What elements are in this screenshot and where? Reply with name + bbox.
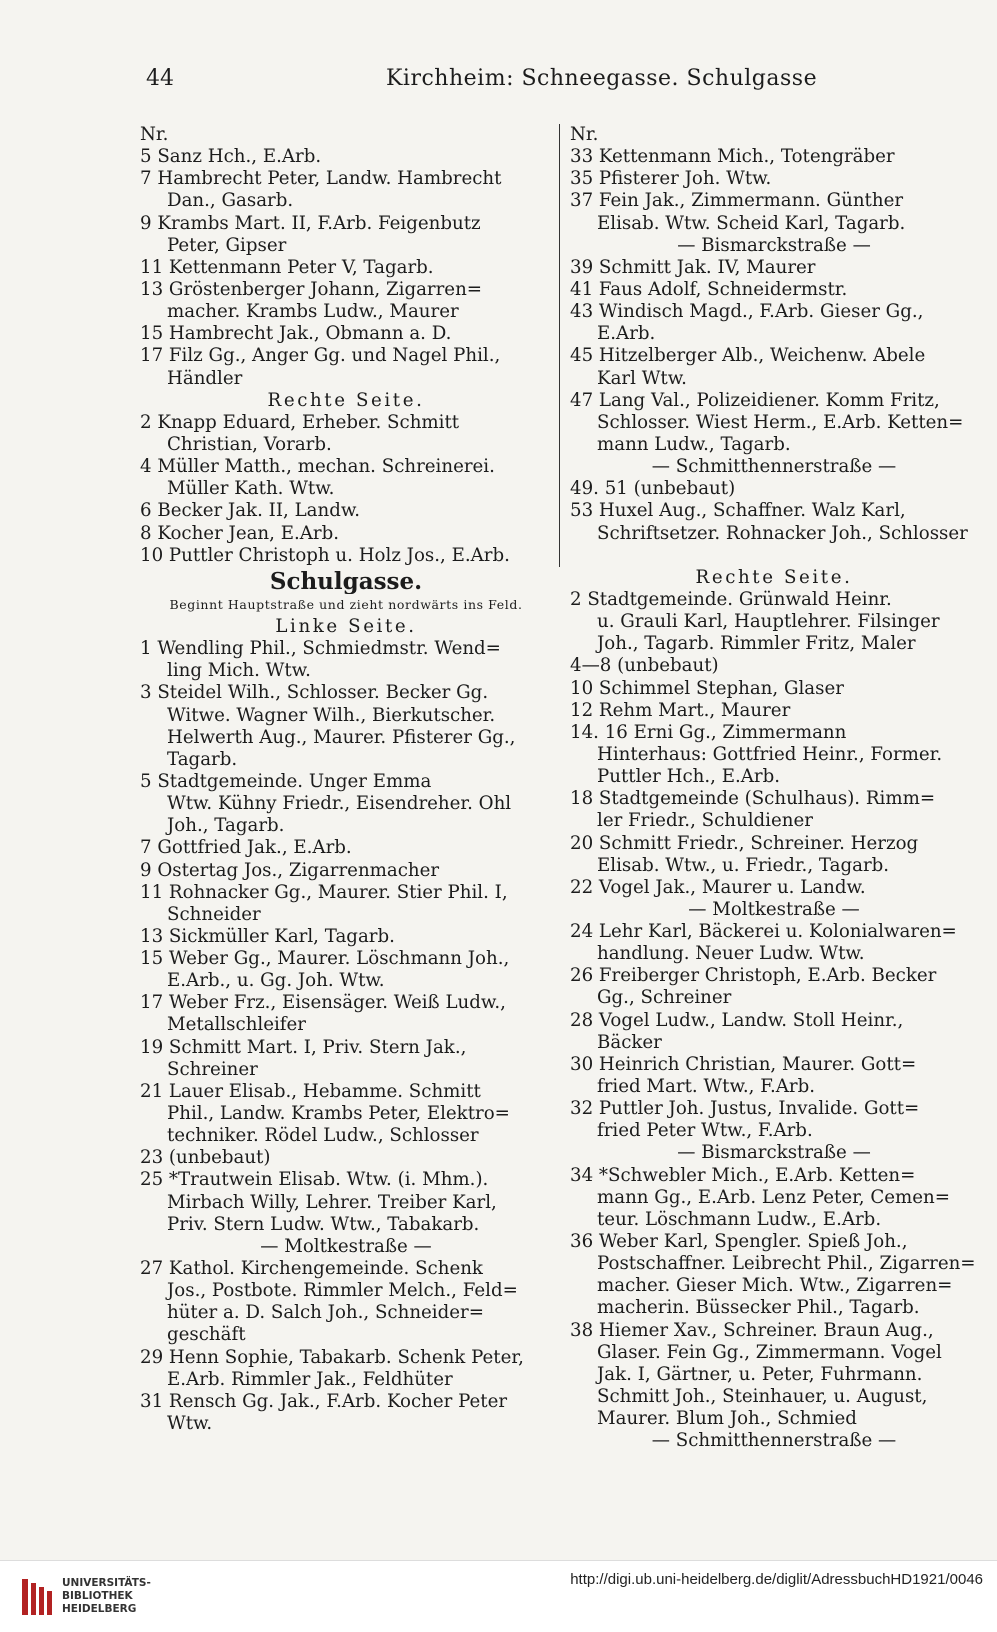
address-line: 11 Rohnacker Gg., Maurer. Stier Phil. I, xyxy=(140,881,508,903)
address-line: 10 Schimmel Stephan, Glaser xyxy=(570,677,844,699)
address-line: Jos., Postbote. Rimmler Melch., Feld= xyxy=(167,1280,518,1302)
address-line: Mirbach Willy, Lehrer. Treiber Karl, xyxy=(167,1191,497,1213)
address-line: 34 *Schwebler Mich., E.Arb. Ketten= xyxy=(570,1164,916,1186)
address-line: 17 Weber Frz., Eisensäger. Weiß Ludw., xyxy=(140,992,506,1014)
page-title: Kirchheim: Schneegasse. Schulgasse xyxy=(386,66,818,91)
address-line: E.Arb. Rimmler Jak., Feldhüter xyxy=(167,1368,453,1390)
address-line: — Moltkestraße — xyxy=(260,1235,432,1257)
address-line: 25 *Trautwein Elisab. Wtw. (i. Mhm.). xyxy=(140,1169,489,1191)
address-line: 7 Gottfried Jak., E.Arb. xyxy=(140,837,352,859)
address-line: 43 Windisch Magd., F.Arb. Gieser Gg., xyxy=(570,301,924,323)
page-number: 44 xyxy=(146,66,174,91)
address-line: — Bismarckstraße — xyxy=(677,1142,871,1164)
library-name-line: UNIVERSITÄTS- xyxy=(62,1577,151,1589)
address-line: 3 Steidel Wilh., Schlosser. Becker Gg. xyxy=(140,682,489,704)
address-line: Tagarb. xyxy=(167,748,238,770)
address-line: macherin. Büssecker Phil., Tagarb. xyxy=(597,1297,920,1319)
address-line: macher. Gieser Mich. Wtw., Zigarren= xyxy=(597,1275,953,1297)
address-line: Wtw. Kühny Friedr., Eisendreher. Ohl xyxy=(167,793,512,815)
address-line: 33 Kettenmann Mich., Totengräber xyxy=(570,146,895,168)
address-line: techniker. Rödel Ludw., Schlosser xyxy=(167,1125,479,1147)
address-line: Christian, Vorarb. xyxy=(167,433,332,455)
address-line: 38 Hiemer Xav., Schreiner. Braun Aug., xyxy=(570,1319,934,1341)
address-line: Schlosser. Wiest Herm., E.Arb. Ketten= xyxy=(597,411,964,433)
address-line: 31 Rensch Gg. Jak., F.Arb. Kocher Peter xyxy=(140,1390,508,1412)
address-line: 47 Lang Val., Polizeidiener. Komm Fritz, xyxy=(570,389,940,411)
address-line: 4—8 (unbebaut) xyxy=(570,655,719,677)
address-line: 27 Kathol. Kirchengemeinde. Schenk xyxy=(140,1258,483,1280)
address-line: 39 Schmitt Jak. IV, Maurer xyxy=(570,256,816,278)
address-line: Jak. I, Gärtner, u. Peter, Fuhrmann. xyxy=(597,1363,923,1385)
address-line: Glaser. Fein Gg., Zimmermann. Vogel xyxy=(597,1341,942,1363)
address-line: 45 Hitzelberger Alb., Weichenw. Abele xyxy=(570,345,926,367)
address-line: Rechte Seite. xyxy=(267,389,425,411)
address-line: Beginnt Hauptstraße und zieht nordwärts ins Feld. xyxy=(169,596,523,612)
address-line: Dan., Gasarb. xyxy=(167,190,294,212)
address-line: Bäcker xyxy=(597,1031,662,1053)
address-line: 15 Hambrecht Jak., Obmann a. D. xyxy=(140,323,452,345)
source-url-link[interactable]: http://digi.ub.uni-heidelberg.de/diglit/AdressbuchHD1921/0046 xyxy=(570,1571,983,1588)
address-line: Müller Kath. Wtw. xyxy=(167,478,335,500)
address-line: 22 Vogel Jak., Maurer u. Landw. xyxy=(570,876,866,898)
address-line: Nr. xyxy=(140,124,169,145)
address-line: 1 Wendling Phil., Schmiedmstr. Wend= xyxy=(140,638,501,660)
address-line: 2 Knapp Eduard, Erheber. Schmitt xyxy=(140,411,460,433)
address-line: Gg., Schreiner xyxy=(597,987,732,1009)
address-line: 53 Huxel Aug., Schaffner. Walz Karl, xyxy=(570,500,906,522)
library-logo-icon xyxy=(20,1577,54,1617)
address-line: mann Ludw., Tagarb. xyxy=(597,433,791,455)
address-line: ling Mich. Wtw. xyxy=(167,660,311,682)
address-line: 10 Puttler Christoph u. Holz Jos., E.Arb. xyxy=(140,544,510,566)
address-line: 11 Kettenmann Peter V, Tagarb. xyxy=(140,256,434,278)
library-name-line: HEIDELBERG xyxy=(62,1603,137,1615)
address-line: Joh., Tagarb. Rimmler Fritz, Maler xyxy=(597,633,916,655)
library-name-line: BIBLIOTHEK xyxy=(62,1590,133,1602)
footer-bar xyxy=(0,1560,997,1632)
address-line: Schriftsetzer. Rohnacker Joh., Schlosser xyxy=(597,522,968,544)
address-line: Schneider xyxy=(167,903,261,925)
address-line: Phil., Landw. Krambs Peter, Elektro= xyxy=(167,1103,510,1125)
address-line: Linke Seite. xyxy=(275,615,417,637)
address-line: 5 Sanz Hch., E.Arb. xyxy=(140,146,322,168)
address-line: Hinterhaus: Gottfried Heinr., Former. xyxy=(597,743,943,765)
address-line: Metallschleifer xyxy=(167,1014,306,1036)
address-line: Schreiner xyxy=(167,1058,258,1080)
address-line: geschäft xyxy=(167,1324,246,1346)
left-column xyxy=(140,124,552,1435)
address-line: Postschaffner. Leibrecht Phil., Zigarren= xyxy=(597,1253,976,1275)
address-line: E.Arb., u. Gg. Joh. Wtw. xyxy=(167,970,385,992)
address-line: 20 Schmitt Friedr., Schreiner. Herzog xyxy=(570,832,919,854)
address-line: 19 Schmitt Mart. I, Priv. Stern Jak., xyxy=(140,1036,467,1058)
address-line: 9 Krambs Mart. II, F.Arb. Feigenbutz xyxy=(140,212,481,234)
address-line: E.Arb. xyxy=(597,323,656,345)
address-line: 49. 51 (unbebaut) xyxy=(570,478,736,500)
address-line: Wtw. xyxy=(167,1413,213,1435)
address-line: macher. Krambs Ludw., Maurer xyxy=(167,301,459,323)
address-line: 4 Müller Matth., mechan. Schreinerei. xyxy=(140,456,495,478)
address-line: Karl Wtw. xyxy=(597,367,687,389)
address-line: 14. 16 Erni Gg., Zimmermann xyxy=(570,721,847,743)
address-line: Rechte Seite. xyxy=(695,566,853,588)
address-line: Nr. xyxy=(570,124,599,145)
address-line: 17 Filz Gg., Anger Gg. und Nagel Phil., xyxy=(140,345,501,367)
address-line: — Moltkestraße — xyxy=(688,898,860,920)
address-line: Elisab. Wtw., u. Friedr., Tagarb. xyxy=(597,854,890,876)
address-line xyxy=(570,545,978,567)
column-divider xyxy=(559,124,560,567)
address-line: 2 Stadtgemeinde. Grünwald Heinr. xyxy=(570,588,892,610)
address-line: 13 Gröstenberger Johann, Zigarren= xyxy=(140,278,483,300)
address-line: 12 Rehm Mart., Maurer xyxy=(570,699,791,721)
library-name xyxy=(62,1577,151,1616)
address-line: 37 Fein Jak., Zimmermann. Günther xyxy=(570,190,904,212)
address-line: 18 Stadtgemeinde (Schulhaus). Rimm= xyxy=(570,788,936,810)
address-line: fried Mart. Wtw., F.Arb. xyxy=(597,1076,816,1098)
address-line: 28 Vogel Ludw., Landw. Stoll Heinr., xyxy=(570,1009,904,1031)
address-line: 30 Heinrich Christian, Maurer. Gott= xyxy=(570,1053,917,1075)
address-line: Helwerth Aug., Maurer. Pfisterer Gg., xyxy=(167,726,516,748)
address-line: — Bismarckstraße — xyxy=(677,234,871,256)
address-line: 5 Stadtgemeinde. Unger Emma xyxy=(140,770,432,792)
address-line: 13 Sickmüller Karl, Tagarb. xyxy=(140,925,395,947)
address-line: u. Grauli Karl, Hauptlehrer. Filsinger xyxy=(597,611,940,633)
address-line: 15 Weber Gg., Maurer. Löschmann Joh., xyxy=(140,948,510,970)
address-line: 24 Lehr Karl, Bäckerei u. Kolonialwaren= xyxy=(570,921,957,943)
address-line: 6 Becker Jak. II, Landw. xyxy=(140,500,361,522)
address-line: hüter a. D. Salch Joh., Schneider= xyxy=(167,1302,484,1324)
address-line: 32 Puttler Joh. Justus, Invalide. Gott= xyxy=(570,1098,920,1120)
address-line: 9 Ostertag Jos., Zigarrenmacher xyxy=(140,859,440,881)
address-line: Priv. Stern Ludw. Wtw., Tabakarb. xyxy=(167,1213,480,1235)
address-line: 41 Faus Adolf, Schneidermstr. xyxy=(570,278,848,300)
address-line: teur. Löschmann Ludw., E.Arb. xyxy=(597,1208,882,1230)
address-line: Elisab. Wtw. Scheid Karl, Tagarb. xyxy=(597,212,906,234)
address-line: Schmitt Joh., Steinhauer, u. August, xyxy=(597,1386,928,1408)
address-line: — Schmitthennerstraße — xyxy=(651,456,897,478)
address-line: Peter, Gipser xyxy=(167,234,287,256)
address-line: 23 (unbebaut) xyxy=(140,1147,271,1169)
address-line: mann Gg., E.Arb. Lenz Peter, Cemen= xyxy=(597,1186,950,1208)
address-line: Schulgasse. xyxy=(269,567,423,594)
address-line: Witwe. Wagner Wilh., Bierkutscher. xyxy=(167,704,496,726)
address-line: 35 Pfisterer Joh. Wtw. xyxy=(570,168,772,190)
address-line: Joh., Tagarb. xyxy=(167,815,285,837)
address-line: 7 Hambrecht Peter, Landw. Hambrecht xyxy=(140,168,502,190)
right-column xyxy=(570,124,978,1452)
address-line: Puttler Hch., E.Arb. xyxy=(597,766,781,788)
address-line: 21 Lauer Elisab., Hebamme. Schmitt xyxy=(140,1080,481,1102)
address-line: 26 Freiberger Christoph, E.Arb. Becker xyxy=(570,965,937,987)
address-line: — Schmitthennerstraße — xyxy=(651,1430,897,1452)
address-line: ler Friedr., Schuldiener xyxy=(597,810,813,832)
address-line: 8 Kocher Jean, E.Arb. xyxy=(140,522,340,544)
address-line: 29 Henn Sophie, Tabakarb. Schenk Peter, xyxy=(140,1346,524,1368)
address-line: Maurer. Blum Joh., Schmied xyxy=(597,1408,857,1430)
address-line: fried Peter Wtw., F.Arb. xyxy=(597,1120,813,1142)
address-line: 36 Weber Karl, Spengler. Spieß Joh., xyxy=(570,1231,908,1253)
address-line: Händler xyxy=(167,367,243,389)
address-line: handlung. Neuer Ludw. Wtw. xyxy=(597,943,865,965)
